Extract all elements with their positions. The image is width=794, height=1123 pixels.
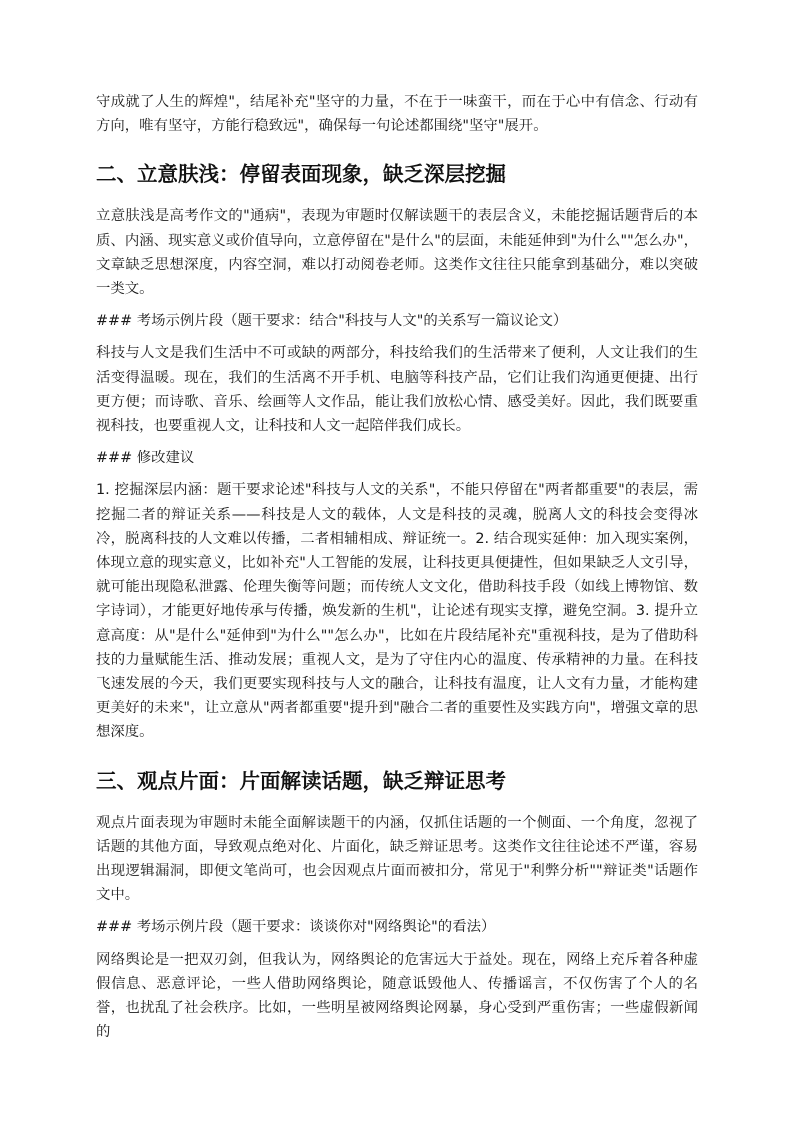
document-page [96,90,698,1053]
section-2-description: 立意肤浅是高考作文的"通病"，表现为审题时仅解读题干的表层含义，未能挖掘话题背后的本质、内涵、现实意义或价值导向，立意停留在"是什么"的层面，未能延伸到"为什么""怎么办"，文章缺乏思想深度，内容空洞，难以打动阅卷老师。这类作文往往只能拿到基础分，难以突破一类文。 [96,208,698,298]
section-2-example-label: ### 考场示例片段（题干要求：结合"科技与人文"的关系写一篇议论文） [96,313,568,330]
intro-paragraph: 守成就了人生的辉煌"，结尾补充"坚守的力量，不在于一味蛮干，而在于心中有信念、行动有方向，唯有坚守，方能行稳致远"，确保每一句论述都围绕"坚守"展开。 [96,94,698,135]
section-2-heading: 二、立意肤浅：停留表面现象，缺乏深层挖掘 [96,162,506,187]
section-2-suggestion-label: ### 修改建议 [96,450,195,467]
section-2-example-text: 科技与人文是我们生活中不可或缺的两部分，科技给我们的生活带来了便利，人文让我们的生活变得温暖。现在，我们的生活离不开手机、电脑等科技产品，它们让我们沟通更便捷、出行更方便；而诗歌、音乐、绘画等人文作品，能让我们放松心情、感受美好。因此，我们既要重视科技，也要重视人文，让科技和人文一起陪伴我们成长。 [96,345,698,435]
section-3-example-text: 网络舆论是一把双刃剑，但我认为，网络舆论的危害远大于益处。现在，网络上充斥着各种虚假信息、恶意评论，一些人借助网络舆论，随意诋毁他人、传播谣言，不仅伤害了个人的名誉，也扰乱了社会秩序。比如，一些明星被网络舆论网暴，身心受到严重伤害；一些虚假新闻的 [96,951,698,1041]
section-3-heading: 三、观点片面：片面解读话题，缺乏辩证思考 [96,768,506,793]
section-3-description: 观点片面表现为审题时未能全面解读题干的内涵，仅抓住话题的一个侧面、一个角度，忽视了话题的其他方面，导致观点绝对化、片面化，缺乏辩证思考。这类作文往往论述不严谨，容易出现逻辑漏洞，即便文笔尚可，也会因观点片面而被扣分，常见于"利弊分析""辩证类"话题作文中。 [96,814,698,904]
section-3-example-label: ### 考场示例片段（题干要求：谈谈你对"网络舆论"的看法） [96,919,496,936]
section-2-suggestion-text: 1. 挖掘深层内涵：题干要求论述"科技与人文的关系"，不能只停留在"两者都重要"的表层，需挖掘二者的辩证关系——科技是人文的载体，人文是科技的灵魂，脱离人文的科技会变得冰冷，脱离科技的人文难以传播，二者相辅相成、辩证统一。2. 结合现实延伸：加入现实案例，体现立意的现实意义，比如补充"人工智能的发展，让科技更具便捷性，但如果缺乏人文引导，就可能出现隐私泄露、伦理失衡等问题；而传统人文文化，借助科技手段（如线上博物馆、数字诗词），才能更好地传承与传播，焕发新的生机"，让论述有现实支撑，避免空洞。3. 提升立意高度：从"是什么"延伸到"为什么""怎么办"，比如在片段结尾补充"重视科技，是为了借助科技的力量赋能生活、推动发展；重视人文，是为了守住内心的温度、传承精神的力量。在科技飞速发展的今天，我们更要实现科技与人文的融合，让科技有温度，让人文有力量，才能构建更美好的未来"，让立意从"两者都重要"提升到"融合二者的重要性及实践方向"，增强文章的思想深度。 [96,482,698,741]
